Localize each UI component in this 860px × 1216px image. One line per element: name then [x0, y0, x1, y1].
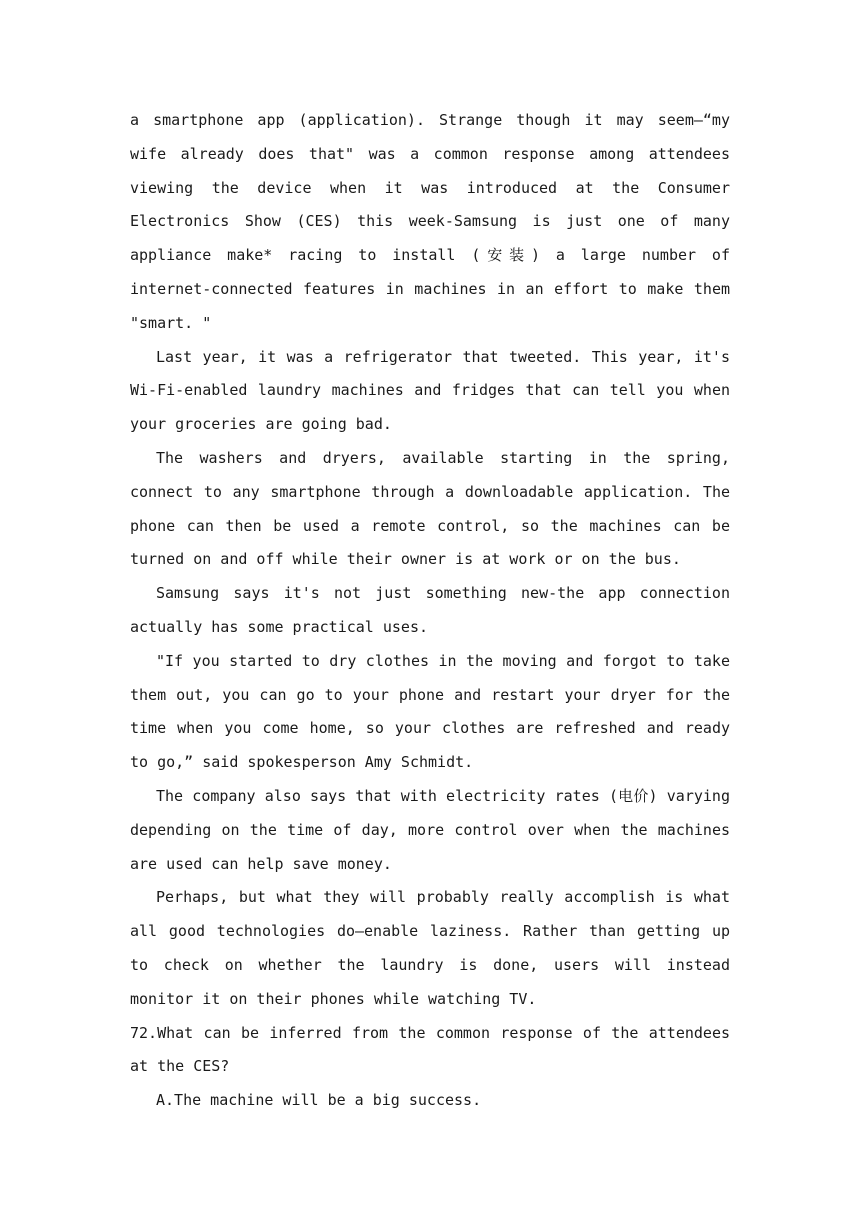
- document-page: [130, 104, 730, 1118]
- paragraph-5: "If you started to dry clothes in the moving and forgot to take them out, you can go to your phone and restart your dryer for the time when you come home, so your clothes are refreshed and ready to go,” said spokesperson Amy Schmidt.: [130, 651, 730, 772]
- paragraph-3: The washers and dryers, available starting in the spring, connect to any smartphone through a downloadable application. The phone can then be used a remote control, so the machines can be turned on and off while their owner is at work or on the bus.: [130, 448, 730, 569]
- paragraph-4: Samsung says it's not just something new-the app connection actually has some practical uses.: [130, 584, 730, 636]
- paragraph-1: a smartphone app (application). Strange though it may seem—“my wife already does that" was a common response among attendees viewing the device when it was introduced at the Consumer Electronics Show (CES) this week-Samsung is just one of many appliance make* racing to install (安装) a large number of internet-connected features in machines in an effort to make them "smart. ": [130, 111, 730, 332]
- question-72-option-a: A.The machine will be a big success.: [156, 1091, 482, 1110]
- question-72: 72.What can be inferred from the common response of the attendees at the CES?: [130, 1023, 730, 1076]
- paragraph-6: The company also says that with electricity rates (电价) varying depending on the time of day, more control over when the machines are used can help save money.: [130, 786, 730, 873]
- paragraph-7: Perhaps, but what they will probably really accomplish is what all good technologies do—enable laziness. Rather than getting up to check on whether the laundry is done, users will instead monitor it on their phones while watching TV.: [130, 888, 730, 1008]
- paragraph-2: Last year, it was a refrigerator that tweeted. This year, it's Wi-Fi-enabled laundry machines and fridges that can tell you when your groceries are going bad.: [130, 347, 730, 434]
